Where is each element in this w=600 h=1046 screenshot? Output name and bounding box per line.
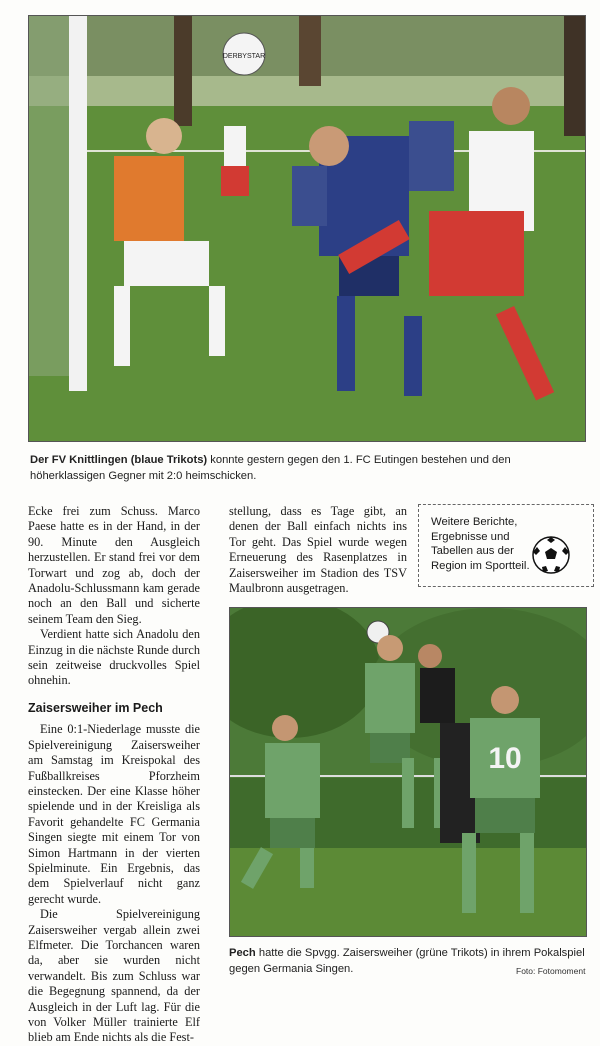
top-photo <box>28 15 586 442</box>
top-caption <box>30 452 586 484</box>
soccer-ball-icon <box>531 535 571 575</box>
bottom-caption-text: hatte die Spvgg. Zaisersweiher (grüne Trikots) in ihrem Pokalspiel gegen Germania Singen. <box>229 947 585 975</box>
bottom-caption-bold: Pech <box>229 947 256 959</box>
bottom-photo <box>229 607 587 937</box>
col2-paragraph-1: stellung, dass es Tage gibt, an denen der Ball einfach nichts ins Tor geht. Das Spiel wurde wegen Erneuerung des Rasenplatzes in Zaisersweiher im Stadion des TSV Maulbronn ausgetragen. <box>229 504 407 596</box>
top-caption-text: konnte gestern gegen den 1. FC Eutingen bestehen und den höherklassigen Gegner mit 2:0 heimschicken. <box>30 454 511 482</box>
col1-paragraph-2: Verdient hatte sich Anadolu den Einzug in die nächste Runde durch sein zeitweise druckvolles Spiel ohnehin. <box>28 627 200 688</box>
col1-paragraph-1: Ecke frei zum Schuss. Marco Paese hatte es in der Hand, in der 90. Minute den Ausgleich herzustellen. Er stand frei vor dem Torwart und zog ab, doch der Anadolu-Schlussmann kam gerade noch an den Ball und sicherte seinem Team den Sieg. <box>28 504 200 626</box>
photo-credit: Foto: Fotomoment <box>516 966 586 976</box>
col1-paragraph-3: Eine 0:1-Niederlage musste die Spielvereinigung Zaisersweiher am Samstag im Kreispokal des Fußballkreises Pforzheim einstecken. Der eine Klasse höher spielende und in der Kreisliga als Favorit gehandelte FC Germania Singen siegte mit einem Tor von Simon Hartmann in der vierten Spielminute. Ein Ergebnis, das dem Spielverlauf nicht ganz gerecht wurde. <box>28 722 200 906</box>
section-heading: Zaisersweiher im Pech <box>28 700 163 715</box>
bottom-photo-scene <box>230 608 586 936</box>
info-box-text: Weitere Berichte, Ergebnisse und Tabellen aus der Region im Sportteil. <box>431 516 530 572</box>
top-ball-text: DERBYSTAR <box>222 53 266 60</box>
jersey-number: 10 <box>488 742 522 775</box>
info-box <box>418 504 594 587</box>
top-caption-bold: Der FV Knittlingen (blaue Trikots) <box>30 454 208 466</box>
col1-paragraph-4: Die Spielvereinigung Zaisersweiher vergab allein zwei Elfmeter. Die Torchancen waren da, aber sie wurden nicht verwandelt. Bis zum Schluss war die Begegnung spannend, da der Ausgleich in der Luft lag. Für die von Volker Müller trainierte Elf blieb am Ende nichts als die Fest- <box>28 907 200 1045</box>
top-photo-scene <box>29 16 585 441</box>
article-column-2 <box>229 504 407 596</box>
article-column-1 <box>28 504 200 1046</box>
